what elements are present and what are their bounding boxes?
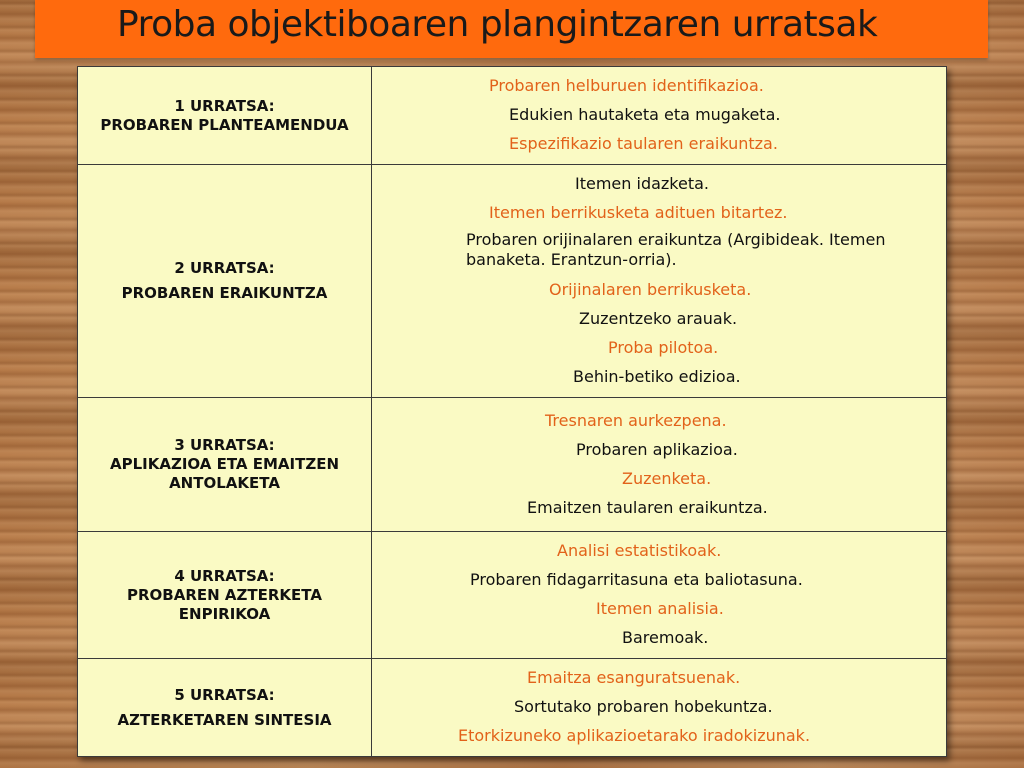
step-name: AZTERKETAREN SINTESIA [117, 710, 332, 729]
step-item: Baremoak. [622, 628, 709, 647]
step-item: Emaitzen taularen eraikuntza. [527, 497, 768, 517]
step-item: Edukien hautaketa eta mugaketa. [509, 105, 781, 124]
step-item: Itemen idazketa. [575, 174, 709, 193]
step-item: Probaren helburuen identifikazioa. [489, 76, 764, 95]
step-item: Zuzentzeko arauak. [579, 309, 738, 328]
step-row-2 [78, 165, 947, 398]
step-item: Probaren aplikazioa. [576, 439, 738, 459]
step-heading-1 [78, 67, 372, 165]
step-name: APLIKAZIOA ETA EMAITZEN ANTOLAKETA [109, 455, 340, 492]
step-item: Probaren fidagarritasuna eta baliotasuna. [470, 570, 803, 589]
step-heading-2 [78, 165, 372, 398]
step-items-5 [372, 659, 947, 757]
slide-title: Proba objektiboaren plangintzaren urratsak [117, 4, 878, 45]
step-item: Probaren orijinalaren eraikuntza (Argibideak. Itemen banaketa. Erantzun-orria). [466, 230, 886, 269]
step-item: Tresnaren aurkezpena. [545, 410, 727, 430]
step-label: 4 URRATSA: [174, 566, 275, 585]
step-item: Zuzenketa. [622, 468, 712, 488]
step-label: 3 URRATSA: [174, 436, 275, 454]
step-item: Espezifikazio taularen eraikuntza. [509, 134, 778, 153]
step-item: Behin-betiko edizioa. [573, 367, 741, 386]
step-item: Proba pilotoa. [608, 338, 719, 357]
step-item: Orijinalaren berrikusketa. [549, 280, 752, 299]
title-bar [35, 0, 988, 58]
step-items-3 [372, 398, 947, 532]
steps-table [77, 66, 947, 757]
step-name: PROBAREN AZTERKETA ENPIRIKOA [127, 585, 322, 623]
step-items-2 [372, 165, 947, 398]
step-row-5 [78, 659, 947, 757]
step-heading-3 [78, 398, 372, 532]
step-name: PROBAREN PLANTEAMENDUA [100, 115, 349, 134]
step-label: 5 URRATSA: [174, 685, 275, 704]
step-row-1 [78, 67, 947, 165]
step-heading-5 [78, 659, 372, 757]
step-items-1 [372, 67, 947, 165]
step-item: Itemen analisia. [596, 599, 724, 618]
step-heading-4 [78, 532, 372, 659]
step-row-3 [78, 398, 947, 532]
step-item: Etorkizuneko aplikazioetarako iradokizunak. [458, 726, 811, 745]
step-item: Itemen berrikusketa adituen bitartez. [489, 203, 788, 222]
step-label: 2 URRATSA: [174, 259, 275, 277]
step-items-4 [372, 532, 947, 659]
step-row-4 [78, 532, 947, 659]
step-label: 1 URRATSA: [174, 96, 275, 115]
step-item: Analisi estatistikoak. [557, 541, 722, 560]
step-item: Sortutako probaren hobekuntza. [514, 697, 773, 716]
step-name: PROBAREN ERAIKUNTZA [121, 284, 328, 302]
step-item: Emaitza esanguratsuenak. [527, 668, 741, 687]
